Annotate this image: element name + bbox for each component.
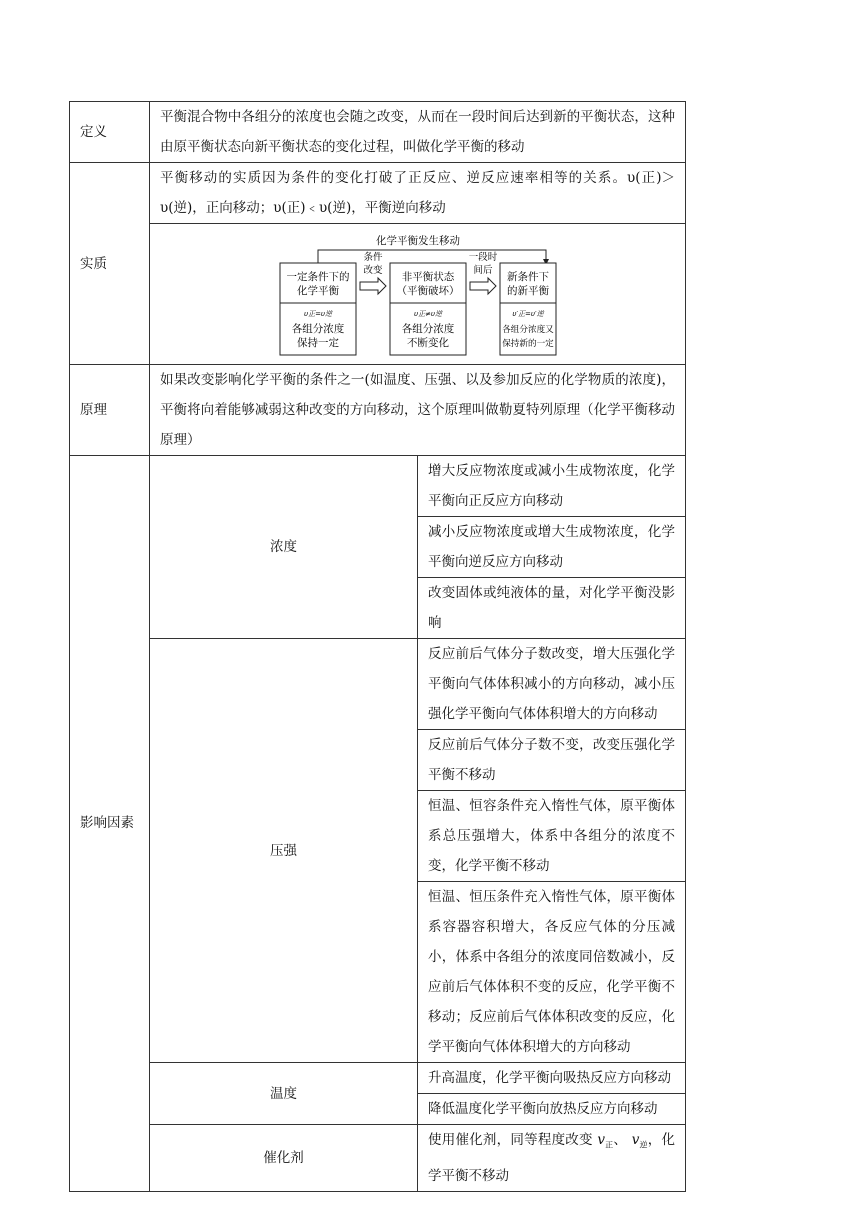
- table-row: [70, 224, 686, 365]
- factor-catalyst-label: 催化剂: [150, 1125, 418, 1192]
- box3-state-line1: 各组分浓度又: [501, 325, 554, 335]
- equilibrium-shift-diagram-cell: [150, 224, 686, 365]
- box2-title-line2: （平衡破坏）: [396, 285, 459, 297]
- box2-state-line1: 各组分浓度: [401, 323, 454, 335]
- box2-rate: υ正≠υ逆: [413, 310, 442, 318]
- temperature-item: 升高温度，化学平衡向吸热反应方向移动: [418, 1063, 686, 1094]
- box1-state-line2: 保持一定: [296, 337, 339, 349]
- catalyst-text-before: 使用催化剂，同等程度改变: [428, 1132, 598, 1148]
- arrow2-label-line2: 间后: [472, 265, 493, 276]
- box2-state-line2: 不断变化: [406, 337, 449, 349]
- arrow1-label-line1: 条件: [362, 252, 383, 263]
- top-connector-line: [318, 250, 546, 263]
- definition-text: 平衡混合物中各组分的浓度也会随之改变，从而在一段时间后达到新的平衡状态，这种由原平衡状态向新平衡状态的变化过程，叫做化学平衡的移动: [150, 102, 686, 163]
- concentration-item: 增大反应物浓度或减小生成物浓度，化学平衡向正反应方向移动: [418, 456, 686, 517]
- forward-rate-symbol: $v_正$: [597, 1132, 614, 1150]
- catalyst-text-after: ，化学平衡不移动: [428, 1132, 676, 1184]
- factor-temperature-label: 温度: [150, 1063, 418, 1125]
- box2-title-line1: 非平衡状态: [401, 271, 454, 283]
- pressure-item: 恒温、恒容条件充入惰性气体，原平衡体系总压强增大，体系中各组分的浓度不变，化学平衡不移动: [418, 791, 686, 882]
- temperature-item: 降低温度化学平衡向放热反应方向移动: [418, 1094, 686, 1125]
- factor-concentration-label: 浓度: [150, 456, 418, 639]
- pressure-item: 恒温、恒压条件充入惰性气体，原平衡体系容器容积增大，各反应气体的分压减小，体系中各组分的浓度同倍数减小，反应前后气体体积不变的反应，化学平衡不移动；反应前后气体体积改变的反应，化学平衡向气体体积增大的方向移动: [418, 882, 686, 1063]
- reverse-rate-symbol: $v_逆$: [631, 1132, 648, 1150]
- row-label-factors: 影响因素: [70, 456, 150, 1192]
- concentration-item: 减小反应物浓度或增大生成物浓度，化学平衡向逆反应方向移动: [418, 517, 686, 578]
- chemical-equilibrium-table: [69, 101, 686, 1192]
- hollow-arrow-icon: [470, 278, 496, 294]
- hollow-arrow-icon: [360, 278, 386, 294]
- arrow1-label-line2: 改变: [362, 265, 383, 276]
- box3-title-line1: 新条件下: [506, 271, 549, 283]
- box3-state-line2: 保持新的一定: [501, 339, 554, 349]
- pressure-item: 反应前后气体分子数改变，增大压强化学平衡向气体体积减小的方向移动，减小压强化学平衡向气体体积增大的方向移动: [418, 639, 686, 730]
- arrow2-label-line1: 一段时: [468, 252, 497, 263]
- row-label-definition: 定义: [70, 102, 150, 163]
- equilibrium-shift-diagram: [278, 231, 558, 357]
- table-row: [70, 163, 686, 224]
- pressure-item: 反应前后气体分子数不变，改变压强化学平衡不移动: [418, 730, 686, 791]
- box1-rate: υ正=υ逆: [303, 310, 332, 318]
- diagram-top-label: 化学平衡发生移动: [375, 235, 460, 247]
- table-row: [70, 365, 686, 456]
- table-row: [70, 456, 686, 517]
- table-row: [70, 1063, 686, 1094]
- box1-title-line2: 化学平衡: [296, 285, 339, 297]
- concentration-item: 改变固体或纯液体的量，对化学平衡没影响: [418, 578, 686, 639]
- box3-title-line2: 的新平衡: [506, 285, 549, 297]
- row-label-essence: 实质: [70, 163, 150, 365]
- box3-rate: υ′正=υ′逆: [511, 310, 544, 318]
- box1-title-line1: 一定条件下的: [286, 271, 349, 283]
- catalyst-item: [418, 1125, 686, 1192]
- table-row: [70, 639, 686, 730]
- factor-pressure-label: 压强: [150, 639, 418, 1063]
- essence-text: 平衡移动的实质因为条件的变化打破了正反应、逆反应速率相等的关系。υ(正)＞υ(逆)，正向移动；υ(正)﹤υ(逆)，平衡逆向移动: [150, 163, 686, 224]
- box1-state-line1: 各组分浓度: [291, 323, 344, 335]
- table-row: [70, 102, 686, 163]
- row-label-principle: 原理: [70, 365, 150, 456]
- table-row: [70, 1125, 686, 1192]
- catalyst-separator: 、: [613, 1132, 632, 1148]
- principle-text: 如果改变影响化学平衡的条件之一(如温度、压强、以及参加反应的化学物质的浓度)，平衡将向着能够减弱这种改变的方向移动，这个原理叫做勒夏特列原理（化学平衡移动原理）: [150, 365, 686, 456]
